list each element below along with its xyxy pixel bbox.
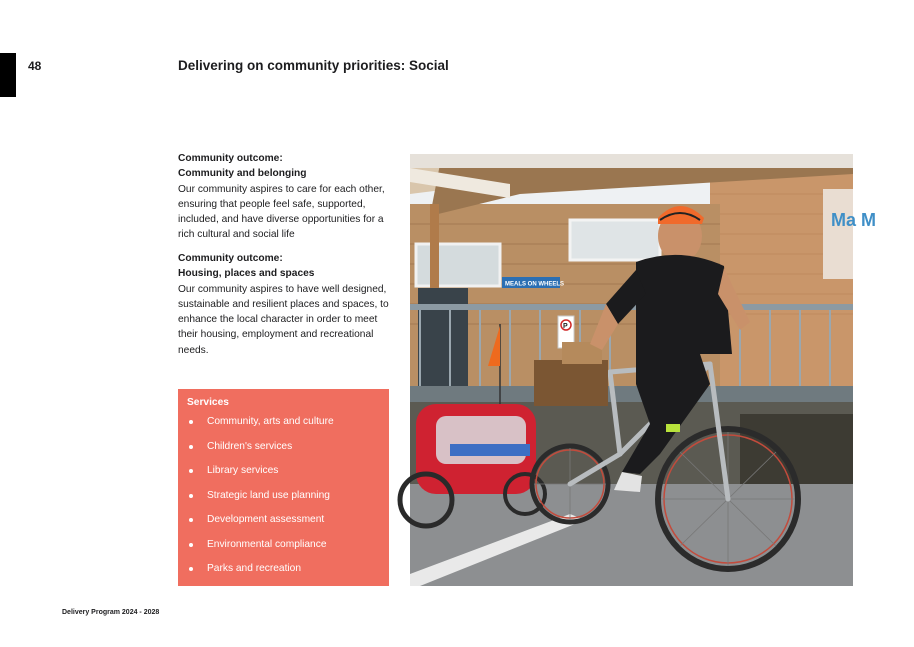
page-number: 48	[28, 59, 42, 73]
services-item-label: Strategic land use planning	[207, 489, 330, 501]
meals-on-wheels-sign: MEALS ON WHEELS	[505, 281, 565, 288]
outcome-text: Our community aspires to care for each other, ensuring that people feel safe, supported, included, and have diverse opportunities for a rich cultural and social life	[178, 183, 385, 241]
outcome-name: Housing, places and spaces	[178, 268, 315, 280]
outcome-label: Community outcome:	[178, 153, 283, 164]
services-item	[187, 512, 379, 537]
services-item	[187, 414, 379, 439]
bullet-icon	[189, 567, 193, 571]
outcome-label: Community outcome:	[178, 253, 283, 264]
bullet-icon	[189, 445, 193, 449]
services-item-label: Environmental compliance	[207, 538, 327, 550]
bullet-icon	[189, 543, 193, 547]
services-item	[187, 488, 379, 513]
page-title: Delivering on community priorities: Social	[178, 58, 449, 73]
bullet-icon	[189, 518, 193, 522]
services-item	[187, 463, 379, 488]
parking-sign-letter: P	[563, 323, 568, 330]
services-item-label: Development assessment	[207, 514, 325, 525]
services-item	[187, 439, 379, 464]
services-item-label: Children's services	[207, 440, 293, 452]
services-list	[187, 414, 379, 586]
outcome-name: Community and belonging	[178, 168, 307, 180]
bullet-icon	[189, 420, 193, 424]
services-item	[187, 537, 379, 562]
outcome-housing-places	[178, 251, 393, 358]
services-item-label: Parks and recreation	[207, 563, 302, 574]
services-box	[178, 389, 389, 586]
footer-text: Delivery Program 2024 - 2028	[62, 609, 160, 616]
services-title: Services	[187, 397, 229, 408]
outcome-community-belonging	[178, 151, 393, 243]
services-item	[187, 561, 379, 586]
services-item-label: Community, arts and culture	[207, 416, 334, 427]
page-tab-marker	[0, 53, 16, 97]
wall-sign-text-1: Ma M	[831, 210, 876, 230]
outcome-text: Our community aspires to have well designed, sustainable and resilient places and spaces, to enhance the local character in order to meet their housing, employment and recreational needs.	[178, 283, 389, 356]
services-item-label: Library services	[207, 465, 279, 476]
bullet-icon	[189, 494, 193, 498]
bullet-icon	[189, 469, 193, 473]
cyclist-photo	[410, 154, 876, 586]
